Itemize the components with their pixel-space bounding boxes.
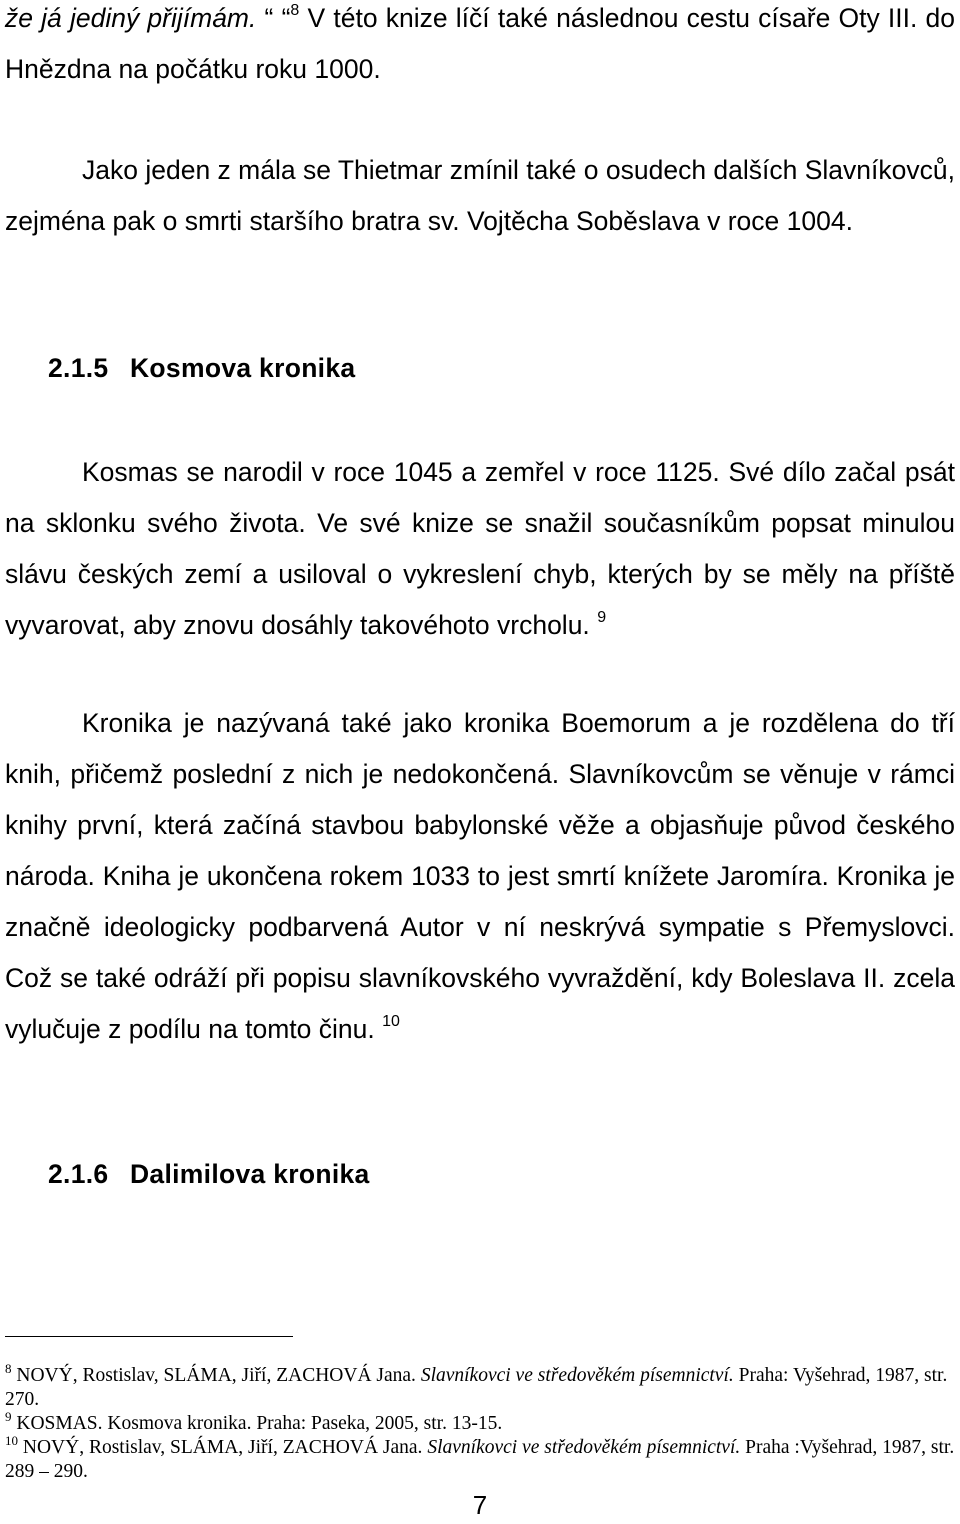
footnote-number: 8 bbox=[5, 1360, 12, 1376]
section-heading-dalimilova-kronika bbox=[48, 1159, 370, 1190]
section-title: Kosmova kronika bbox=[130, 353, 356, 383]
footnote-number: 9 bbox=[5, 1408, 12, 1424]
footnote-8 bbox=[5, 1360, 955, 1412]
section-number: 2.1.6 bbox=[48, 1159, 109, 1189]
footnote-publisher: Praha :Vyšehrad, 1987, str. 289 – 290. bbox=[5, 1437, 955, 1482]
footnote-title: Slavníkovci ve středověkém písemnictví. bbox=[427, 1437, 741, 1458]
footnote-9 bbox=[5, 1408, 955, 1436]
footnote-separator bbox=[5, 1336, 293, 1337]
footnote-ref-10: 10 bbox=[382, 1013, 400, 1031]
footnote-authors: NOVÝ, Rostislav, SLÁMA, Jiří, ZACHOVÁ Jana. bbox=[16, 1365, 421, 1386]
italic-quote-end: že já jediný přijímám. bbox=[5, 3, 257, 33]
section-title: Dalimilova kronika bbox=[130, 1159, 370, 1189]
paragraph-top bbox=[5, 0, 955, 95]
footnote-10 bbox=[5, 1432, 955, 1484]
footnote-number: 10 bbox=[5, 1432, 18, 1448]
paragraph-kosmas-text: Kosmas se narodil v roce 1045 a zemřel v roce 1125. Své dílo začal psát na sklonku svého života. Ve své knize se snažil současníkům popsat minulou slávu českých zemí a usiloval o vykreslení chyb, kterých by se měly na příště vyvarovat, aby znovu dosáhly takovéhoto vrcholu. bbox=[5, 457, 955, 640]
paragraph-kronika-text: Kronika je nazývaná také jako kronika Boemorum a je rozdělena do tří knih, přičemž poslední z nich je nedokončená. Slavníkovcům se věnuje v rámci knihy první, která začíná stavbou babylonské věže a objasňuje původ českého národa. Kniha je ukončena rokem 1033 to jest smrtí knížete Jaromíra. Kronika je značně ideologicky podbarvená Autor v ní neskrývá sympatie s Přemyslovci. Což se také odráží při popisu slavníkovského vyvraždění, kdy Boleslava II. zcela vylučuje z podílu na tomto činu. bbox=[5, 708, 955, 1044]
paragraph-thietmar: Jako jeden z mála se Thietmar zmínil také o osudech dalších Slavníkovců, zejména pak o smrti staršího bratra sv. Vojtěcha Soběslava v roce 1004. bbox=[5, 155, 955, 236]
page-number: 7 bbox=[472, 1490, 488, 1520]
section-heading-kosmova-kronika bbox=[48, 353, 355, 384]
paragraph-top-text: V této knize líčí také následnou cestu císaře Oty III. do Hnězdna na počátku roku 1000. bbox=[5, 3, 956, 84]
footnote-ref-8: 8 bbox=[290, 2, 300, 20]
footnote-ref-9: 9 bbox=[597, 609, 607, 627]
paragraph-kronika bbox=[5, 698, 955, 1055]
footnote-text: KOSMAS. Kosmova kronika. Praha: Paseka, 2005, str. 13-15. bbox=[16, 1413, 503, 1434]
section-number: 2.1.5 bbox=[48, 353, 109, 383]
footnote-title: Slavníkovci ve středověkém písemnictví. bbox=[420, 1365, 734, 1386]
quote-marks: “ “ bbox=[256, 3, 291, 33]
footnotes bbox=[5, 1360, 955, 1484]
footnote-authors: NOVÝ, Rostislav, SLÁMA, Jiří, ZACHOVÁ Jana. bbox=[22, 1437, 428, 1458]
paragraph-kosmas bbox=[5, 447, 955, 651]
footnote-publisher: Praha: Vyšehrad, 1987, str. 270. bbox=[5, 1365, 948, 1410]
